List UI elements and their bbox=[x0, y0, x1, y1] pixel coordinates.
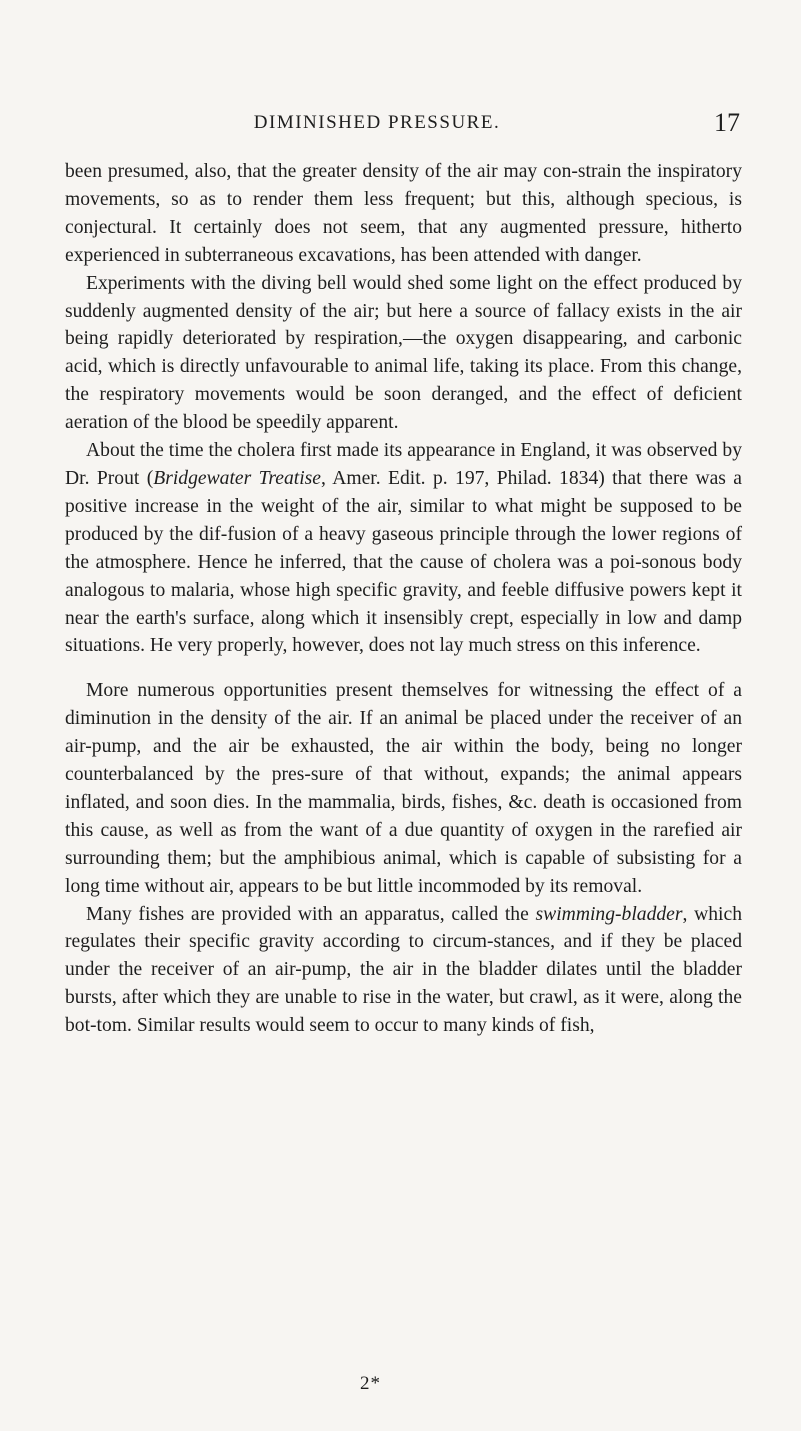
paragraph-diminution: More numerous opportunities present themselves for witnessing the effect of a diminution in the density of the air. If an animal be placed under the receiver of an air-pump, and the air be exhausted, the air within the body, being no longer counterbalanced by the pres-sure of that without, expands; the animal appears inflated, and soon dies. In the mammalia, birds, fishes, &c. death is occasioned from this cause, as well as from the want of a due quantity of oxygen in the rarefied air surrounding them; but the amphibious animal, which is capable of subsisting for a long time without air, appears to be but little incommoded by its removal. bbox=[65, 680, 742, 897]
italic-title: Bridgewater Treatise bbox=[153, 467, 322, 489]
paragraph-cholera bbox=[65, 437, 742, 660]
page-number: 17 bbox=[714, 108, 740, 137]
paragraph-text: Many fishes are provided with an apparatus, called the bbox=[86, 903, 536, 925]
paragraph-swimming-bladder bbox=[65, 901, 742, 1041]
body-text bbox=[65, 158, 742, 1040]
paragraph-text: , Amer. Edit. p. 197, Philad. 1834) that there was a positive increase in the weight of the air, similar to what might be supposed to be produced by the dif-fusion of a heavy gaseous principle through the lower regions of the atmosphere. Hence he inferred, that the cause of cholera was a poi-sonous body analogous to malaria, whose high specific gravity, and feeble diffusive powers kept it near the earth's surface, along which it insensibly crept, especially in low and damp situations. He very properly, however, does not lay much stress on this inference. bbox=[65, 467, 742, 657]
signature-mark: 2* bbox=[360, 1373, 381, 1394]
paragraph-continuation: been presumed, also, that the greater density of the air may con-strain the inspiratory movements, so as to render them less frequent; but this, although specious, is conjectural. It certainly does not seem, that any augmented pressure, hitherto experienced in subterraneous excavations, has been attended with danger. bbox=[65, 161, 742, 266]
paragraph-text: , which regulates their specific gravity according to circum-stances, and if they be placed under the receiver of an air-pump, the air in the bladder dilates until the bladder bursts, after which they are unable to rise in the water, but crawl, as it were, along the bot-tom. Similar results would seem to occur to many kinds of fish, bbox=[65, 903, 742, 1037]
page-header bbox=[60, 108, 740, 142]
running-head: DIMINISHED PRESSURE. bbox=[253, 112, 501, 133]
paragraph-text: About the time the cholera first made its appearance in England, it was observed by Dr. Prout ( bbox=[65, 440, 742, 489]
italic-term: swimming-bladder bbox=[535, 903, 683, 925]
paragraph-diving-bell: Experiments with the diving bell would shed some light on the effect produced by suddenly augmented density of the air; but here a source of fallacy exists in the air being rapidly deteriorated by respiration,—the oxygen disappearing, and carbonic acid, which is directly unfavourable to animal life, taking its place. From this change, the respiratory movements would be soon deranged, and the effect of deficient aeration of the blood be speedily apparent. bbox=[65, 272, 742, 434]
